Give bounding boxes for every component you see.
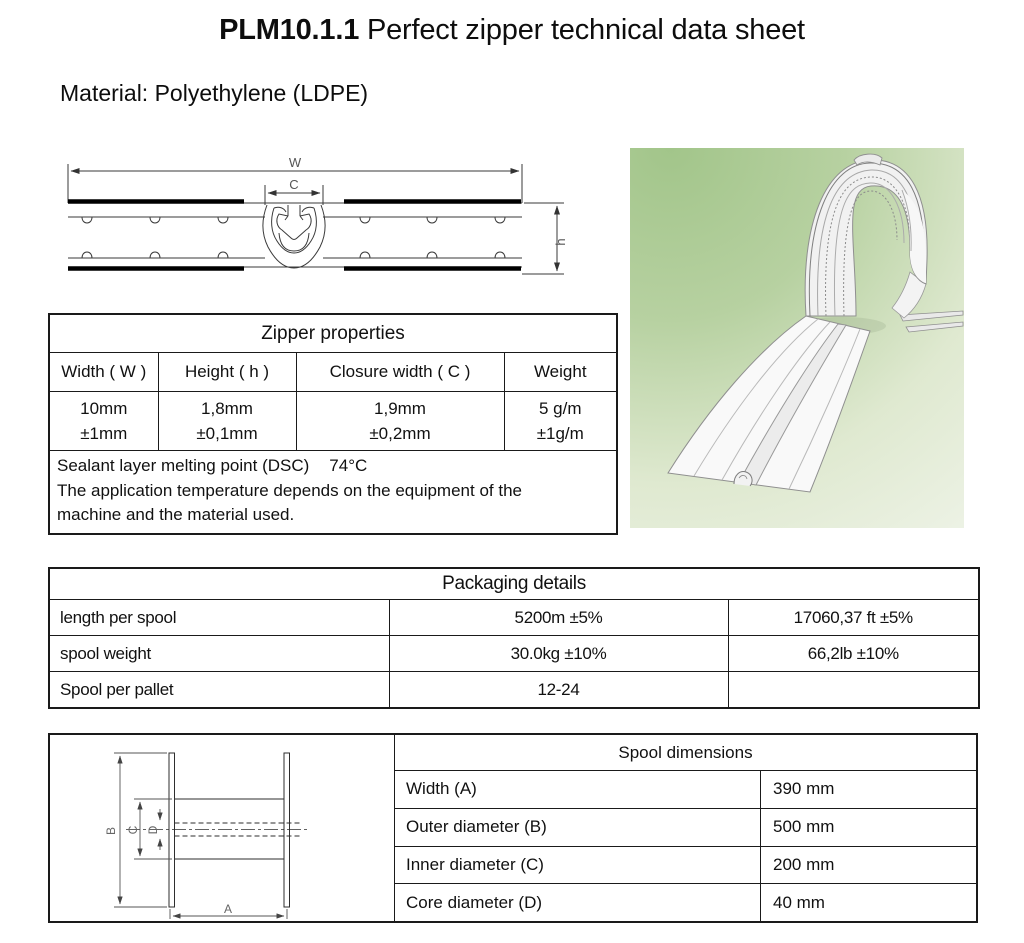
zipper-3d-illustration: [630, 148, 964, 528]
zipper-properties-title: Zipper properties: [49, 314, 617, 353]
spool-row-label: Outer diameter (B): [395, 809, 761, 846]
value-weight: 5 g/m ±1g/m: [504, 392, 617, 451]
spool-dimensions-table: [395, 735, 976, 921]
spool-row-value: 390 mm: [773, 779, 835, 799]
value-height: 1,8mm ±0,1mm: [158, 392, 296, 451]
dim-label-w: W: [288, 155, 302, 170]
zipper-properties-table: [48, 313, 616, 535]
application-note: [49, 451, 617, 535]
spool-dimensions-title: Spool dimensions: [395, 735, 976, 771]
spool-dim-label-c: C: [126, 825, 140, 835]
packaging-details-table: [48, 567, 978, 709]
packaging-row-imperial: 66,2lb ±10%: [728, 636, 979, 672]
col-header-weight: Weight: [504, 353, 617, 392]
packaging-title: Packaging details: [49, 568, 979, 600]
dim-label-h: h: [553, 238, 568, 246]
packaging-row-imperial: 17060,37 ft ±5%: [728, 600, 979, 636]
spool-dim-label-a: A: [223, 902, 233, 916]
value-width: 10mm ±1mm: [49, 392, 158, 451]
packaging-row-metric: 12-24: [389, 672, 728, 709]
material-line: Material: Polyethylene (LDPE): [60, 80, 369, 106]
note-line-2: machine and the material used.: [57, 505, 295, 524]
product-photo: [630, 148, 964, 528]
spool-row-value: 40 mm: [773, 892, 825, 912]
packaging-row-metric: 5200m ±5%: [389, 600, 728, 636]
value-closure-width: 1,9mm ±0,2mm: [296, 392, 504, 451]
spool-drawing-cell: [50, 735, 395, 921]
zipper-cross-section-drawing: [50, 148, 630, 298]
spool-row-label: Inner diameter (C): [395, 847, 761, 884]
page-title: [0, 14, 1024, 47]
col-header-height: Height ( h ): [158, 353, 296, 392]
melting-point-label: Sealant layer melting point (DSC): [57, 456, 310, 475]
table-row: [395, 809, 976, 847]
col-header-width: Width ( W ): [49, 353, 158, 392]
spool-row-value: 500 mm: [773, 817, 835, 837]
packaging-row-label: Spool per pallet: [49, 672, 389, 709]
table-row: [395, 771, 976, 809]
spool-drawing: [50, 735, 394, 921]
spool-section: [48, 733, 978, 923]
table-row: [395, 884, 976, 921]
page-title-text: Perfect zipper technical data sheet: [359, 14, 805, 46]
spool-dim-label-b: B: [104, 826, 118, 836]
packaging-row-imperial: [728, 672, 979, 709]
product-code: PLM10.1.1: [219, 14, 360, 46]
col-header-closure-width: Closure width ( C ): [296, 353, 504, 392]
packaging-row-label: length per spool: [49, 600, 389, 636]
packaging-row-metric: 30.0kg ±10%: [389, 636, 728, 672]
dim-label-c: C: [289, 177, 299, 192]
packaging-row-label: spool weight: [49, 636, 389, 672]
spool-row-label: Width (A): [395, 771, 761, 808]
spool-dim-label-d: D: [146, 825, 160, 835]
spool-row-value: 200 mm: [773, 854, 835, 874]
spool-row-label: Core diameter (D): [395, 884, 761, 921]
melting-point-value: 74°C: [329, 456, 368, 475]
table-row: [395, 847, 976, 885]
note-line-1: The application temperature depends on the equipment of the: [57, 480, 522, 500]
